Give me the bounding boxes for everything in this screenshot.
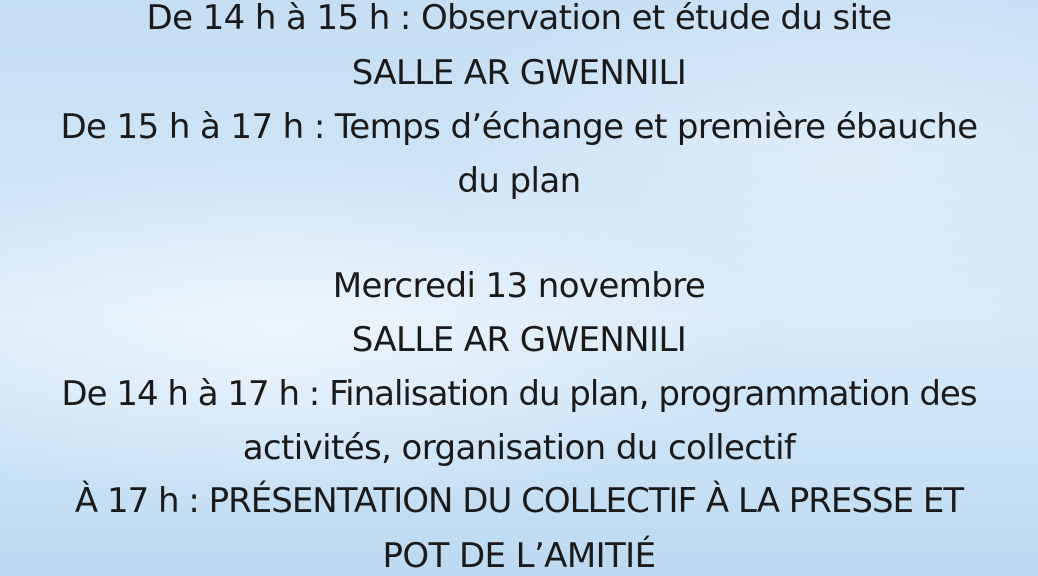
schedule-line-press: À 17 h : PRÉSENTATION DU COLLECTIF À LA PRESSE ET bbox=[74, 481, 964, 521]
schedule-line-finalisation-cont: activités, organisation du collectif bbox=[242, 428, 796, 468]
schedule-line-finalisation: De 14 h à 17 h : Finalisation du plan, programmation des bbox=[61, 374, 977, 414]
schedule-line-exchange-cont: du plan bbox=[457, 161, 581, 201]
schedule-line-press-cont: POT DE L’AMITIÉ bbox=[382, 536, 656, 576]
venue-label: SALLE AR GWENNILI bbox=[351, 53, 687, 93]
venue-label: SALLE AR GWENNILI bbox=[351, 320, 687, 360]
schedule-line-observation: De 14 h à 15 h : Observation et étude du site bbox=[146, 0, 892, 38]
event-date: Mercredi 13 novembre bbox=[332, 266, 706, 306]
schedule-line-exchange: De 15 h à 17 h : Temps d’échange et première ébauche bbox=[60, 107, 978, 147]
